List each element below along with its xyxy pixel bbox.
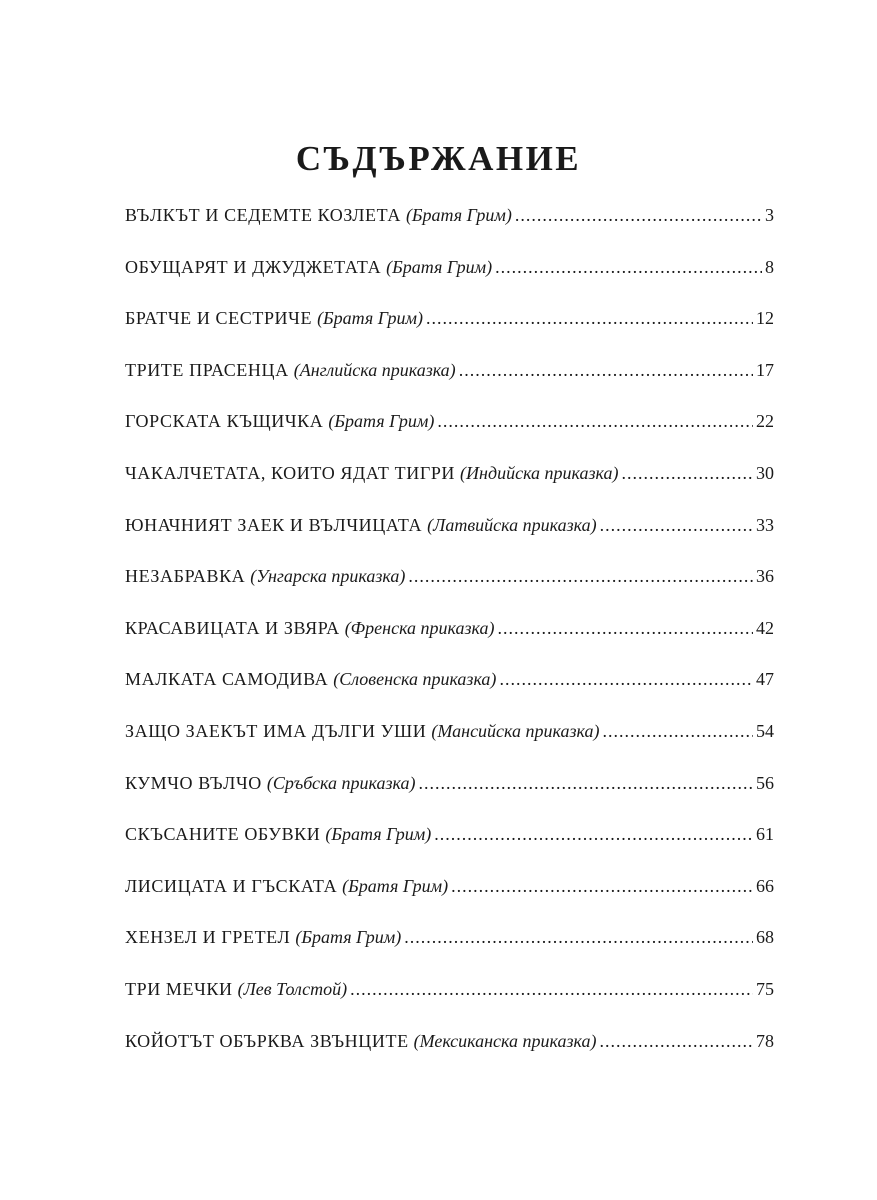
toc-entry[interactable] [125, 665, 774, 717]
dot-leader [404, 923, 753, 951]
toc-entry[interactable] [125, 820, 774, 872]
entry-source: (Братя Грим) [342, 875, 449, 896]
entry-page-number: 68 [756, 927, 774, 948]
entry-source: (Братя Грим) [405, 205, 512, 225]
entry-title: КОЙОТЪТ ОБЪРКВА ЗВЪНЦИТЕ [125, 1030, 409, 1051]
entry-title: ЛИСИЦАТА И ГЪСКАТА [125, 875, 338, 896]
entry-title: ХЕНЗЕЛ И ГРЕТЕЛ [125, 927, 291, 948]
dot-leader [418, 769, 753, 797]
dot-leader [495, 253, 762, 281]
entry-title: МАЛКАТА САМОДИВА [125, 669, 329, 690]
toc-entry[interactable] [125, 356, 774, 408]
entry-page-number: 54 [756, 720, 774, 741]
entry-source: (Мексиканска приказка) [413, 1030, 597, 1051]
toc-entry[interactable] [125, 201, 774, 253]
entry-page-number: 8 [765, 256, 774, 277]
entry-source: (Лев Толстой) [237, 978, 348, 999]
entry-source: (Френска приказка) [344, 617, 495, 638]
entry-title: ЮНАЧНИЯТ ЗАЕК И ВЪЛЧИЦАТА [125, 514, 423, 535]
entry-title: ГОРСКАТА КЪЩИЧКА [125, 411, 324, 432]
entry-page-number: 42 [756, 617, 774, 638]
toc-entry[interactable] [125, 872, 774, 924]
entry-title: ОБУЩАРЯТ И ДЖУДЖЕТАТА [125, 256, 382, 277]
toc-entry[interactable] [125, 923, 774, 975]
dot-leader [602, 717, 753, 745]
dot-leader [499, 665, 753, 693]
entry-source: (Братя Грим) [328, 411, 435, 432]
dot-leader [426, 304, 753, 332]
dot-leader [408, 562, 753, 590]
dot-leader [451, 872, 753, 900]
entry-title: ТРИТЕ ПРАСЕНЦА [125, 359, 289, 380]
dot-leader [599, 1027, 753, 1055]
entry-page-number: 75 [756, 978, 774, 999]
entry-source: (Унгарска приказка) [250, 566, 406, 587]
table-of-contents [125, 201, 774, 1078]
entry-source: (Братя Грим) [325, 824, 432, 845]
entry-source: (Английска приказка) [293, 359, 456, 380]
entry-title: КУМЧО ВЪЛЧО [125, 772, 262, 793]
toc-entry[interactable] [125, 1027, 774, 1079]
entry-source: (Словенска приказка) [333, 669, 497, 690]
dot-leader [498, 614, 754, 642]
toc-entry[interactable] [125, 511, 774, 563]
entry-title: НЕЗАБРАВКА [125, 566, 246, 587]
entry-source: (Братя Грим) [295, 927, 402, 948]
entry-source: (Братя Грим) [386, 256, 493, 277]
page-title: СЪДЪРЖАНИЕ [295, 139, 582, 179]
entry-title: ВЪЛКЪТ И СЕДЕМТЕ КОЗЛЕТА [125, 205, 401, 225]
dot-leader [600, 511, 753, 539]
entry-page-number: 61 [756, 824, 774, 845]
entry-source: (Сръбска приказка) [266, 772, 416, 793]
dot-leader [350, 975, 753, 1003]
entry-page-number: 66 [756, 875, 774, 896]
entry-page-number: 17 [756, 359, 774, 380]
entry-title: ЗАЩО ЗАЕКЪТ ИМА ДЪЛГИ УШИ [125, 720, 427, 741]
entry-page-number: 36 [756, 566, 774, 587]
entry-title: ТРИ МЕЧКИ [125, 978, 233, 999]
toc-entry[interactable] [125, 253, 774, 305]
toc-entry[interactable] [125, 562, 774, 614]
toc-entry[interactable] [125, 717, 774, 769]
dot-leader [515, 201, 762, 229]
entry-page-number: 47 [756, 669, 774, 690]
dot-leader [459, 356, 753, 384]
entry-title: КРАСАВИЦАТА И ЗВЯРА [125, 617, 340, 638]
toc-entry[interactable] [125, 407, 774, 459]
toc-entry[interactable] [125, 614, 774, 666]
dot-leader [437, 407, 753, 435]
entry-source: (Братя Грим) [317, 308, 423, 329]
entry-page-number: 3 [765, 205, 774, 225]
toc-entry[interactable] [125, 304, 774, 356]
entry-page-number: 56 [756, 772, 774, 793]
toc-entry[interactable] [125, 769, 774, 821]
entry-page-number: 12 [756, 308, 774, 329]
entry-title: СКЪСАНИТЕ ОБУВКИ [125, 824, 321, 845]
dot-leader [434, 820, 753, 848]
entry-title: БРАТЧЕ И СЕСТРИЧЕ [125, 308, 313, 329]
entry-page-number: 22 [756, 411, 774, 432]
entry-page-number: 78 [756, 1030, 774, 1051]
toc-entry[interactable] [125, 459, 774, 511]
entry-source: (Мансийска приказка) [431, 720, 600, 741]
dot-leader [622, 459, 754, 487]
entry-page-number: 33 [756, 514, 774, 535]
entry-page-number: 30 [756, 462, 774, 483]
toc-entry[interactable] [125, 975, 774, 1027]
entry-title: ЧАКАЛЧЕТАТА, КОИТО ЯДАТ ТИГРИ [125, 462, 456, 483]
entry-source: (Латвийска приказка) [427, 514, 597, 535]
entry-source: (Индийска приказка) [460, 462, 619, 483]
